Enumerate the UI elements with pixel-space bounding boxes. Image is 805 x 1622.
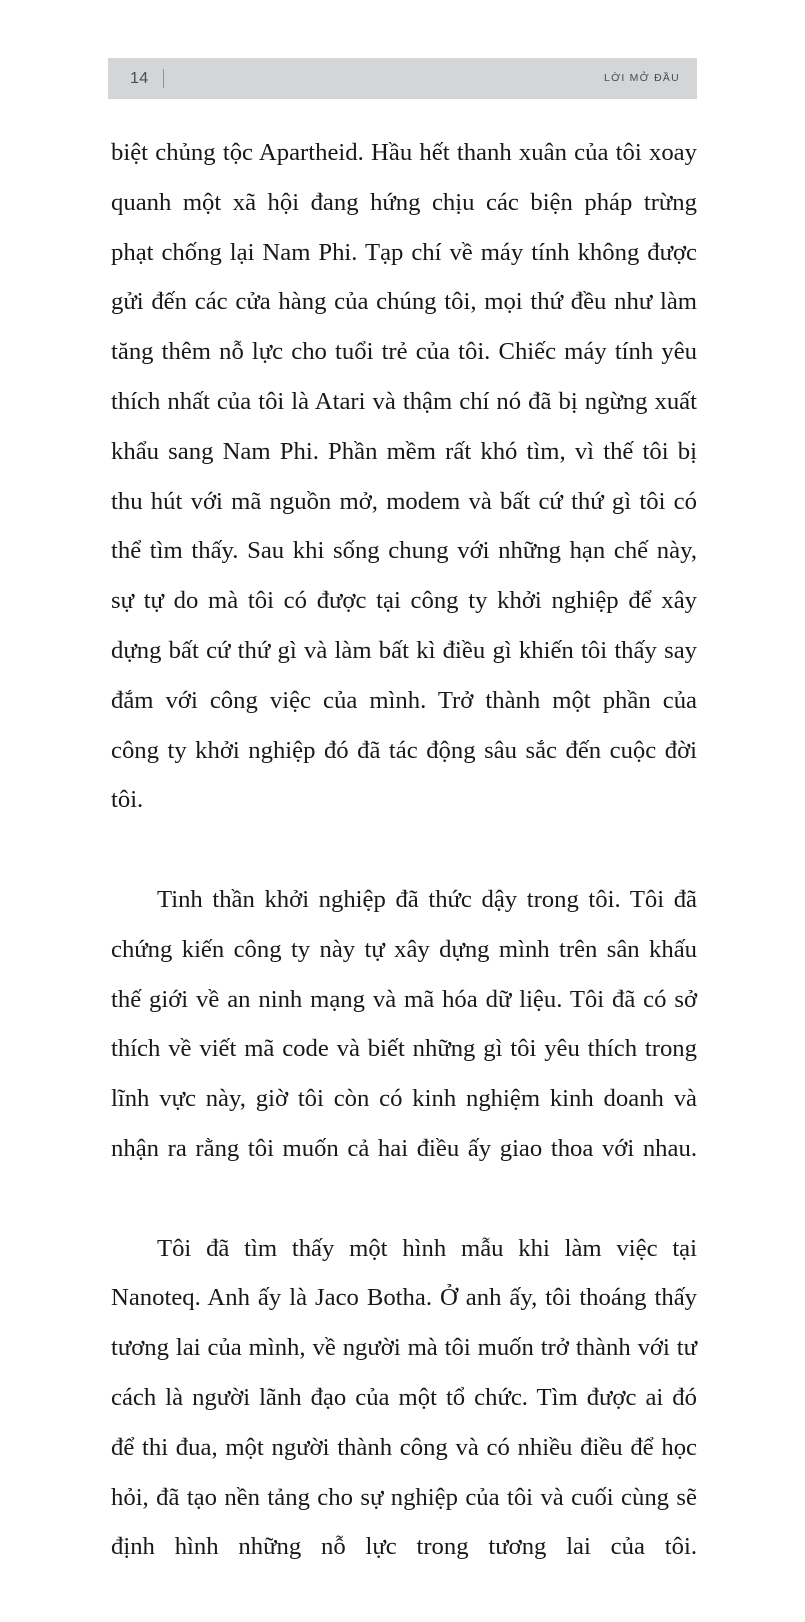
header-separator-icon: [163, 69, 164, 88]
paragraph-2: Tinh thần khởi nghiệp đã thức dậy trong tôi. Tôi đã chứng kiến công ty này tự xây dựng mình trên sân khấu thế giới về an ninh mạng và mã hóa dữ liệu. Tôi đã có sở thích về viết mã code và biết những gì tôi yêu thích trong lĩnh vực này, giờ tôi còn có kinh nghiệm kinh doanh và nhận ra rằng tôi muốn cả hai điều ấy giao thoa với nhau.: [111, 885, 697, 1162]
page-number: 14: [130, 69, 149, 87]
running-header: [108, 58, 697, 99]
paragraph-1: biệt chủng tộc Apartheid. Hầu hết thanh xuân của tôi xoay quanh một xã hội đang hứng chịu các biện pháp trừng phạt chống lại Nam Phi. Tạp chí về máy tính không được gửi đến các cửa hàng của chúng tôi, mọi thứ đều như làm tăng thêm nỗ lực cho tuổi trẻ của tôi. Chiếc máy tính yêu thích nhất của tôi là Atari và thậm chí nó đã bị ngừng xuất khẩu sang Nam Phi. Phần mềm rất khó tìm, vì thế tôi bị thu hút với mã nguồn mở, modem và bất cứ thứ gì tôi có thể tìm thấy. Sau khi sống chung với những hạn chế này, sự tự do mà tôi có được tại công ty khởi nghiệp để xây dựng bất cứ thứ gì và làm bất kì điều gì khiến tôi thấy say đắm với công việc của mình. Trở thành một phần của công ty khởi nghiệp đó đã tác động sâu sắc đến cuộc đời tôi.: [111, 139, 697, 814]
paragraph-3: Tôi đã tìm thấy một hình mẫu khi làm việc tại Nanoteq. Anh ấy là Jaco Botha. Ở anh ấy, tôi thoáng thấy tương lai của mình, về người mà tôi muốn trở thành với tư cách là người lãnh đạo của một tổ chức. Tìm được ai đó để thi đua, một người thành công và có nhiều điều để học hỏi, đã tạo nền tảng cho sự nghiệp của tôi và cuối cùng sẽ định hình những nỗ lực trong tương lai của tôi.: [111, 1234, 697, 1561]
body-text-column: [111, 128, 697, 1622]
chapter-title: LỜI MỞ ĐẦU: [603, 72, 680, 85]
